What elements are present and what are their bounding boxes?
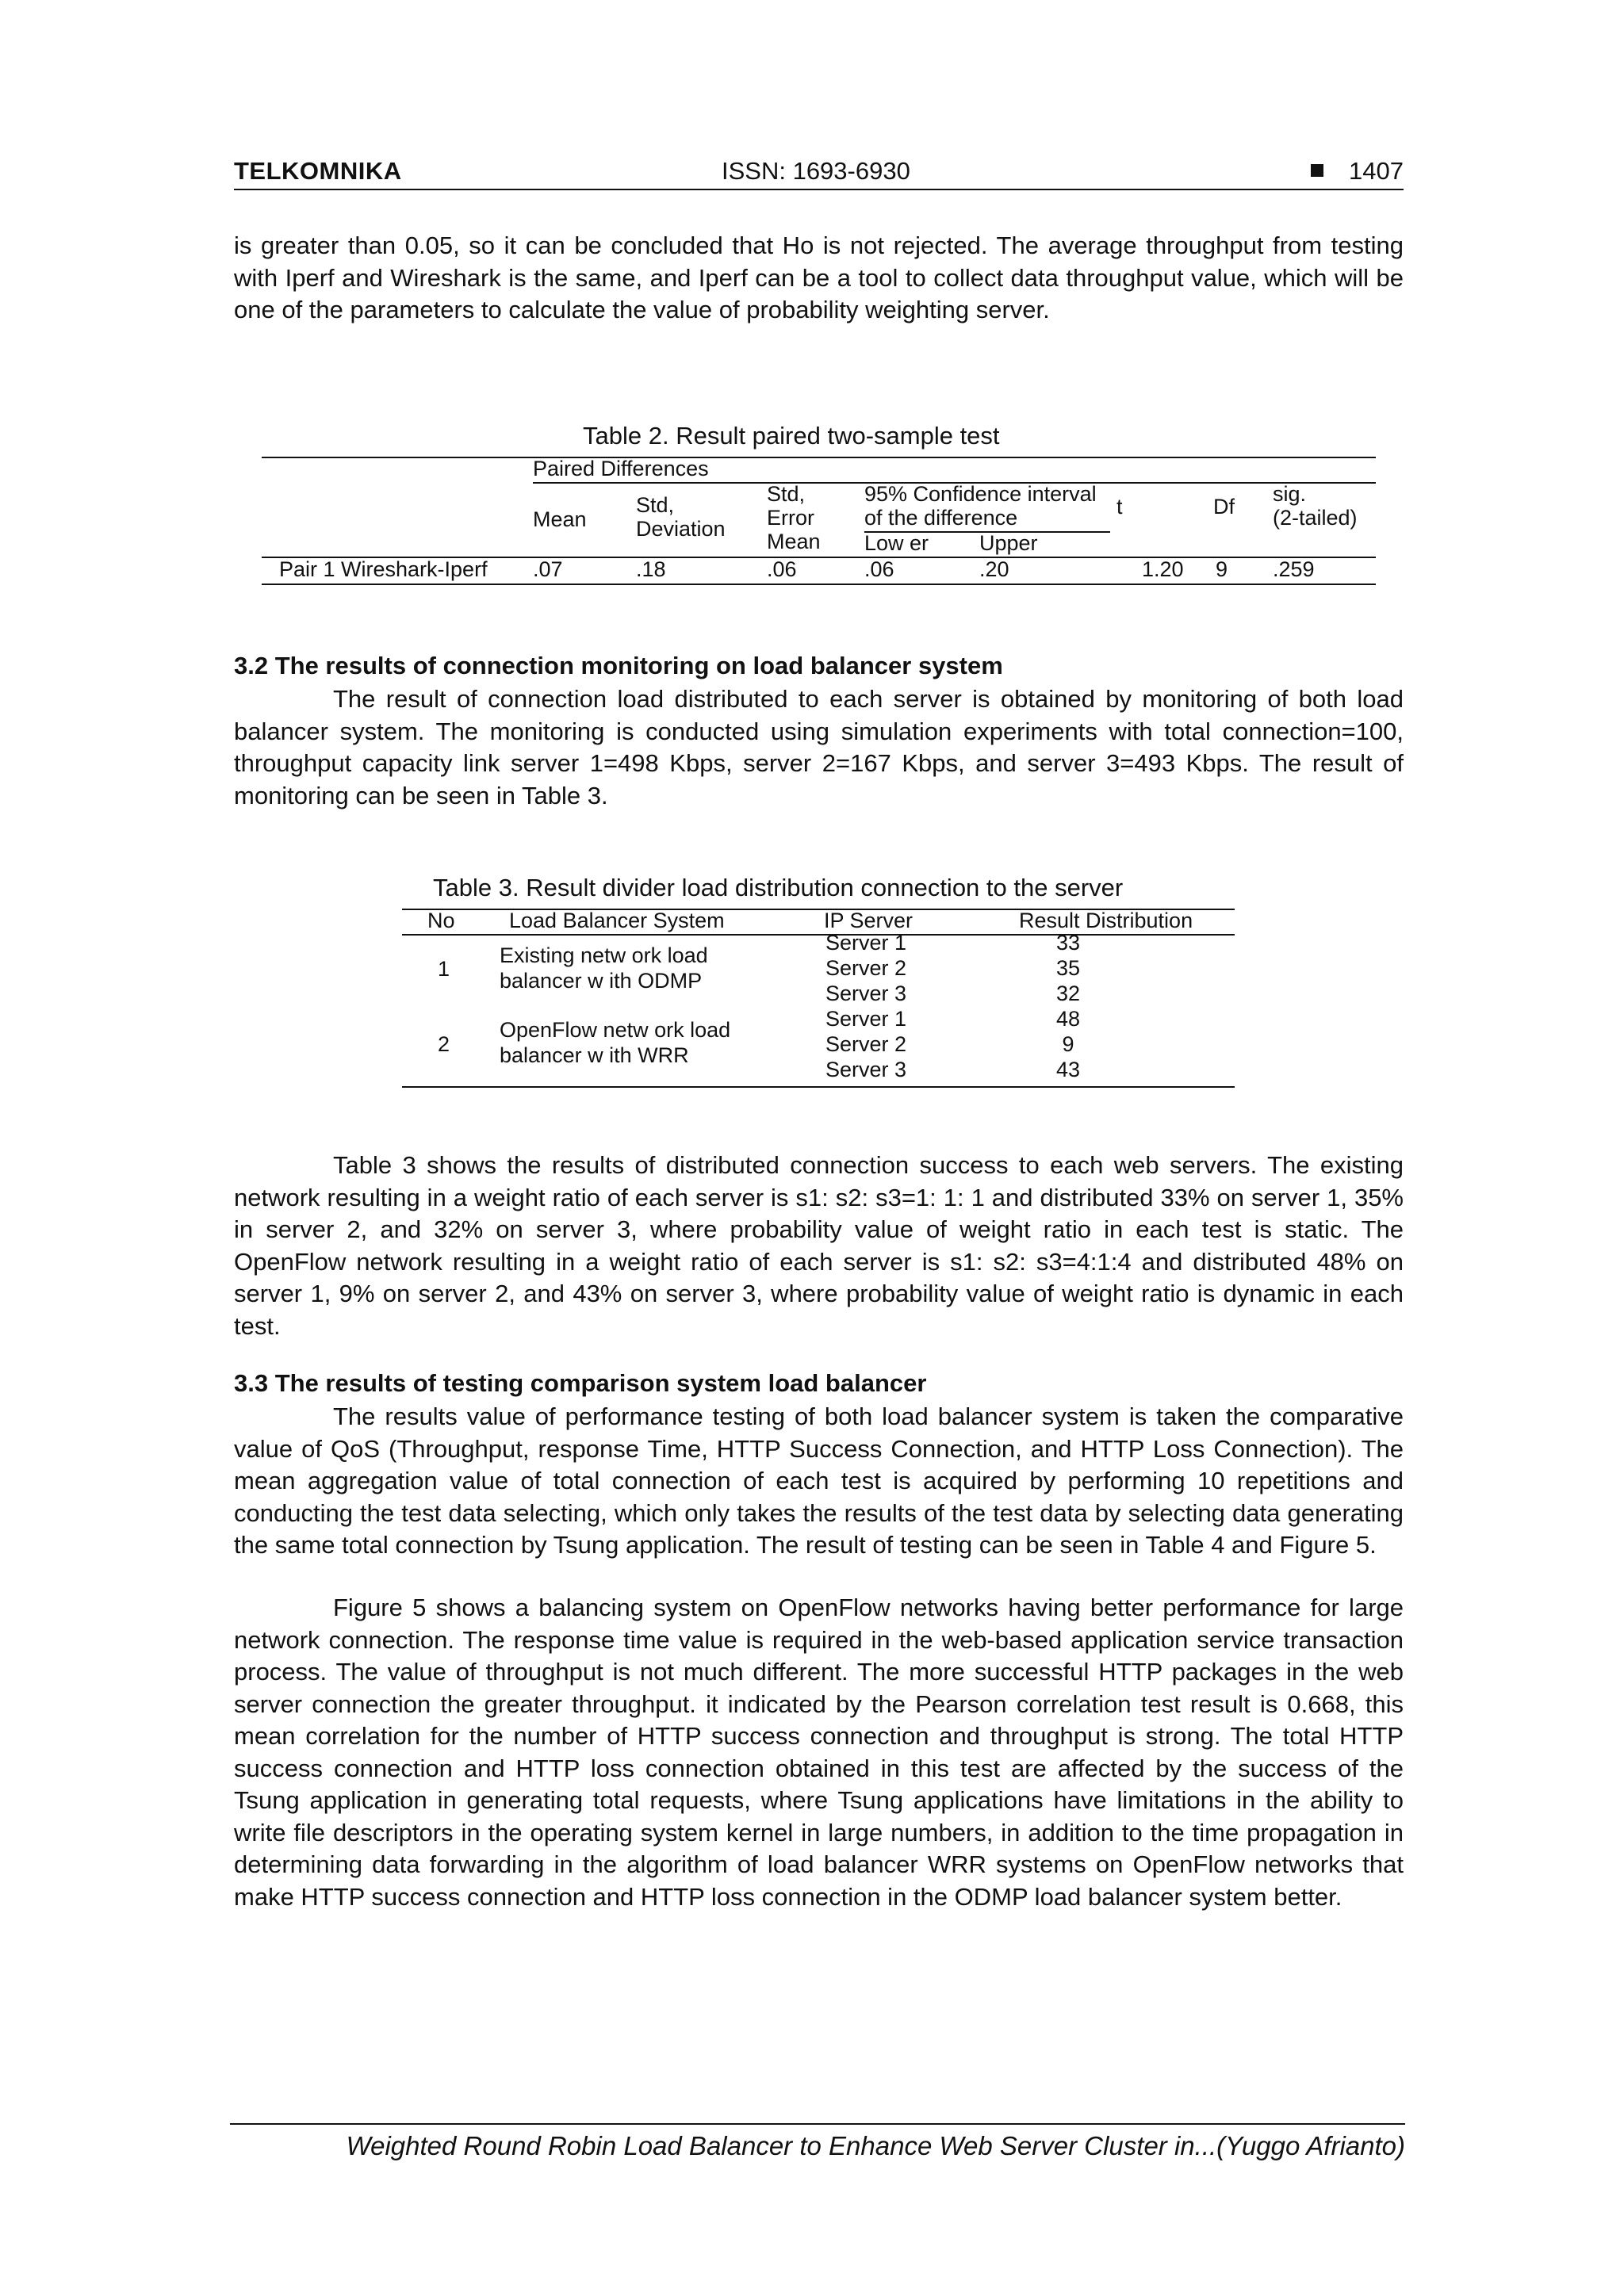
footer-rule — [230, 2123, 1405, 2125]
table3-row1-value3: 32 — [1055, 982, 1081, 1005]
table3-row2-no: 2 — [438, 1032, 450, 1056]
issn: ISSN: 1693-6930 — [722, 157, 910, 185]
table2-col-err-3: Mean — [767, 530, 821, 553]
table2-caption: Table 2. Result paired two-sample test — [583, 422, 1000, 450]
table2-cell-df: 9 — [1216, 557, 1228, 581]
table3-row1-system-2: balancer w ith ODMP — [500, 969, 703, 993]
table3-row2-value2: 9 — [1062, 1032, 1074, 1056]
table3-header-ip: IP Server — [824, 909, 914, 932]
table2-group-header: Paired Differences — [533, 457, 709, 480]
table3-row2-server1: Server 1 — [825, 1007, 907, 1031]
table2-cell-std: .18 — [636, 557, 666, 581]
table3-row1-server2: Server 2 — [825, 956, 907, 980]
table2-cell-t: 1.20 — [1142, 557, 1184, 581]
table2-top-rule — [262, 457, 1376, 458]
table2-col-std-1: Std, — [636, 493, 675, 517]
section-3-3-text2: Figure 5 shows a balancing system on OpenFlow networks having better performance for large network connection. The response time value is required in the web-based application service transaction process. The value of throughput is not much different. The more successful HTTP packages in the web server connection the greater throughput. it indicated by the Pearson correlation test result is 0.668, this mean correlation for the number of HTTP success connection and throughput is strong. The total HTTP success connection and HTTP loss connection obtained in this test are affected by the success of the Tsung application in generating total requests, where Tsung applications have limitations in the ability to write file descriptors in the operating system kernel in large numbers, in addition to the time propagation in determining data forwarding in the algorithm of load balancer WRR systems on OpenFlow networks that make HTTP success connection and HTTP loss connection in the ODMP load balancer system better. — [234, 1594, 1404, 1911]
square-bullet-icon — [1311, 164, 1323, 177]
table3-row2-value3: 43 — [1055, 1058, 1081, 1081]
table2-cell-upper: .20 — [979, 557, 1009, 581]
table2-cell-err: .06 — [767, 557, 797, 581]
table3-row1-no: 1 — [438, 957, 450, 981]
section-3-2-heading: 3.2 The results of connection monitoring on load balancer system — [234, 652, 1003, 679]
section-3-2-text: The result of connection load distributed to each server is obtained by monitoring of both load balancer system. The monitoring is conducted using simulation experiments with total connection=100, throughput capacity link server 1=498 Kbps, server 2=167 Kbps, and server 3=493 Kbps. The result of monitoring can be seen in Table 3. — [234, 685, 1404, 809]
table2-col-sig-1: sig. — [1273, 482, 1307, 506]
table3-discussion: Table 3 shows the results of distributed connection success to each web servers. The existing network resulting in a weight ratio of each server is s1: s2: s3=1: 1: 1 and distributed 33% on server 1, 35% in server 2, and 32% on server 3, where probability value of weight ratio in each test is static. The OpenFlow network resulting in a weight ratio of each server is s1: s2: s3=4:1:4 and distributed 48% on server 1, 9% on server 2, and 43% on server 3, where probability value of weight ratio is dynamic in each test. — [234, 1151, 1404, 1340]
table3-row2-server3: Server 3 — [825, 1058, 907, 1081]
section-3-3-text1: The results value of performance testing of both load balancer system is taken the comparative value of QoS (Throughput, response Time, HTTP Success Connection, and HTTP Loss Connection). The mean aggregation value of total connection of each test is acquired by performing 10 repetitions and conducting the test data selecting, which only takes the results of the test data by selecting data generating the same total connection by Tsung application. The result of testing can be seen in Table 4 and Figure 5. — [234, 1402, 1404, 1559]
table2-col-upper: Upper — [979, 531, 1038, 555]
table2-cell-sig: .259 — [1273, 557, 1315, 581]
table2-col-sig-2: (2-tailed) — [1273, 506, 1358, 530]
table2-col-lower: Low er — [864, 531, 929, 555]
page-header — [234, 155, 1404, 190]
table3-header-result: Result Distribution — [1019, 909, 1193, 932]
table2-col-df: Df — [1213, 495, 1235, 519]
table2-col-err-1: Std, — [767, 482, 806, 506]
table2-cell-lower: .06 — [864, 557, 894, 581]
table3-row2-system-1: OpenFlow netw ork load — [500, 1018, 731, 1042]
table3-row1-server3: Server 3 — [825, 982, 907, 1005]
table2-row-label: Pair 1 Wireshark-Iperf — [279, 557, 488, 581]
table2 — [262, 453, 1376, 588]
table3 — [402, 905, 1235, 1089]
table3-header-no: No — [427, 909, 455, 932]
table3-row2-value1: 48 — [1055, 1007, 1081, 1031]
table2-col-err-2: Error — [767, 506, 814, 530]
page-number-group — [1311, 157, 1404, 186]
table3-bottom-rule — [402, 1086, 1235, 1088]
table2-col-ci-2: of the difference — [864, 506, 1018, 530]
table3-caption: Table 3. Result divider load distribution connection to the server — [433, 874, 1124, 901]
running-footer: Weighted Round Robin Load Balancer to Enhance Web Server Cluster in...(Yuggo Afrianto) — [346, 2131, 1405, 2160]
page-number: 1407 — [1349, 157, 1404, 185]
section-3-3-heading: 3.3 The results of testing comparison system load balancer — [234, 1369, 927, 1397]
journal-name: TELKOMNIKA — [234, 157, 402, 185]
table3-row2-system-2: balancer w ith WRR — [500, 1043, 689, 1067]
table3-row1-server1: Server 1 — [825, 931, 907, 955]
table3-row1-system-1: Existing netw ork load — [500, 943, 708, 967]
table2-bottom-rule — [262, 584, 1376, 585]
intro-paragraph: is greater than 0.05, so it can be concluded that Ho is not rejected. The average throughput from testing with Iperf and Wireshark is the same, and Iperf can be a tool to collect data throughput value, which will be one of the parameters to calculate the value of probability weighting server. — [234, 232, 1404, 323]
table3-row1-value2: 35 — [1055, 956, 1081, 980]
table2-col-mean: Mean — [533, 507, 587, 531]
table2-cell-mean: .07 — [533, 557, 563, 581]
table3-header-rule — [402, 934, 1235, 936]
table3-row1-value1: 33 — [1055, 931, 1081, 955]
table3-row2-server2: Server 2 — [825, 1032, 907, 1056]
table2-col-t: t — [1116, 495, 1123, 519]
table3-header-system: Load Balancer System — [509, 909, 725, 932]
table2-col-std-2: Deviation — [636, 517, 726, 541]
table2-col-ci-1: 95% Confidence interval — [864, 482, 1097, 506]
